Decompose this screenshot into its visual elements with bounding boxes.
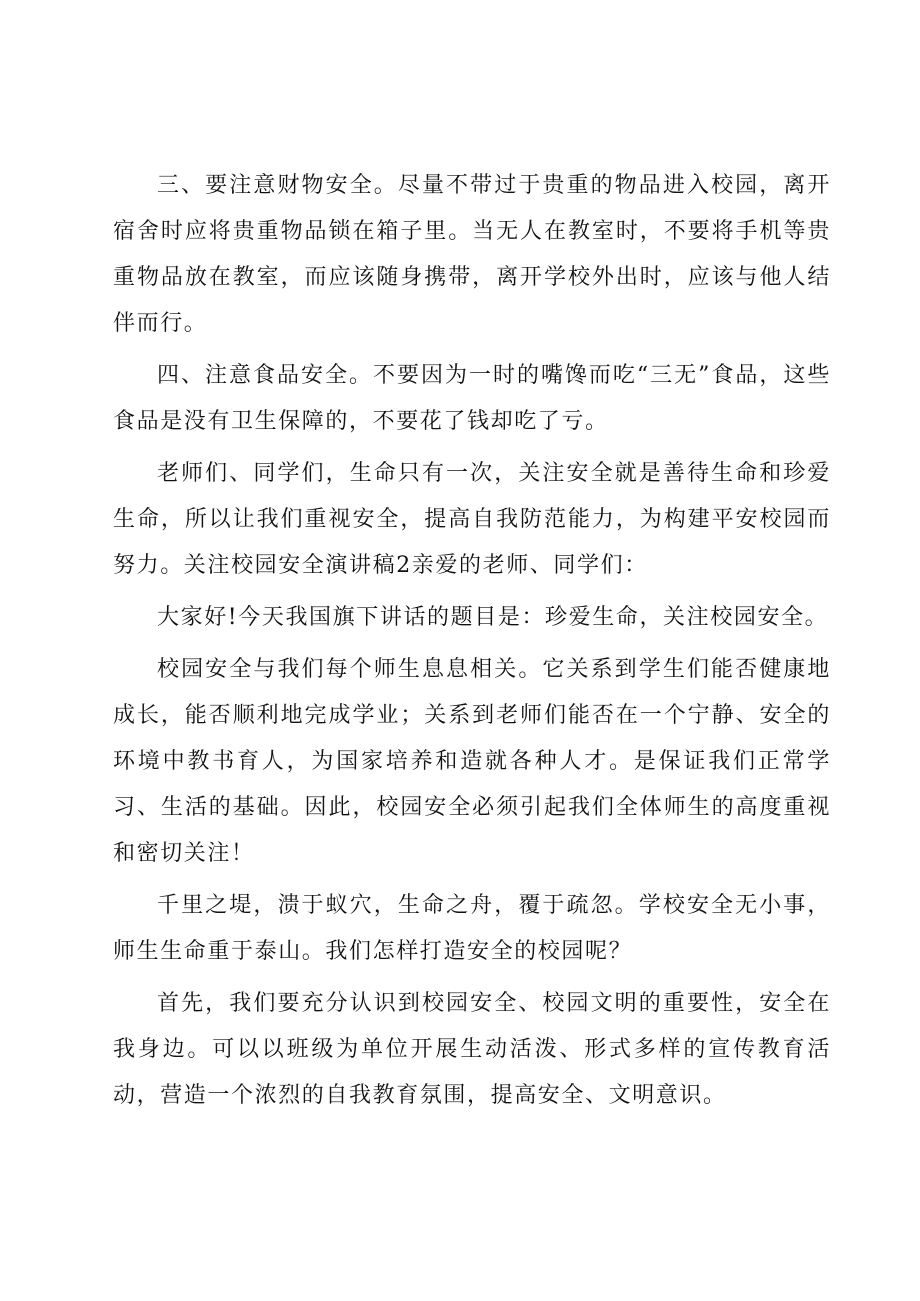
document-body [113,163,831,1125]
paragraph-greeting: 大家好!今天我国旗下讲话的题目是：珍爱生命，关注校园安全。 [157,605,829,630]
paragraph-food-safety: 四、注意食品安全。不要因为一时的嘴馋而吃“三无”食品，这些食品是没有卫生保障的，不要花了钱却吃了亏。 [113,363,831,434]
paragraph-proverb: 千里之堤，溃于蚁穴，生命之舟，覆于疏忽。学校安全无小事，师生生命重于泰山。我们怎样打造安全的校园呢？ [113,893,831,964]
paragraph-first-step: 首先，我们要充分认识到校园安全、校园文明的重要性，安全在我身边。可以以班级为单位开展生动活泼、形式多样的宣传教育活动，营造一个浓烈的自我教育氛围，提高安全、文明意识。 [113,991,831,1108]
paragraph-cherish-life: 老师们、同学们，生命只有一次，关注安全就是善待生命和珍爱生命，所以让我们重视安全，提高自我防范能力，为构建平安校园而努力。关注校园安全演讲稿2亲爱的老师、同学们： [113,461,831,578]
paragraph-campus-safety: 校园安全与我们每个师生息息相关。它关系到学生们能否健康地成长，能否顺利地完成学业；关系到老师们能否在一个宁静、安全的环境中教书育人，为国家培养和造就各种人才。是保证我们正常学习、生活的基础。因此，校园安全必须引起我们全体师生的高度重视和密切关注！ [113,657,831,866]
paragraph-property-safety: 三、要注意财物安全。尽量不带过于贵重的物品进入校园，离开宿舍时应将贵重物品锁在箱子里。当无人在教室时，不要将手机等贵重物品放在教室，而应该随身携带，离开学校外出时，应该与他人结伴而行。 [113,173,831,336]
